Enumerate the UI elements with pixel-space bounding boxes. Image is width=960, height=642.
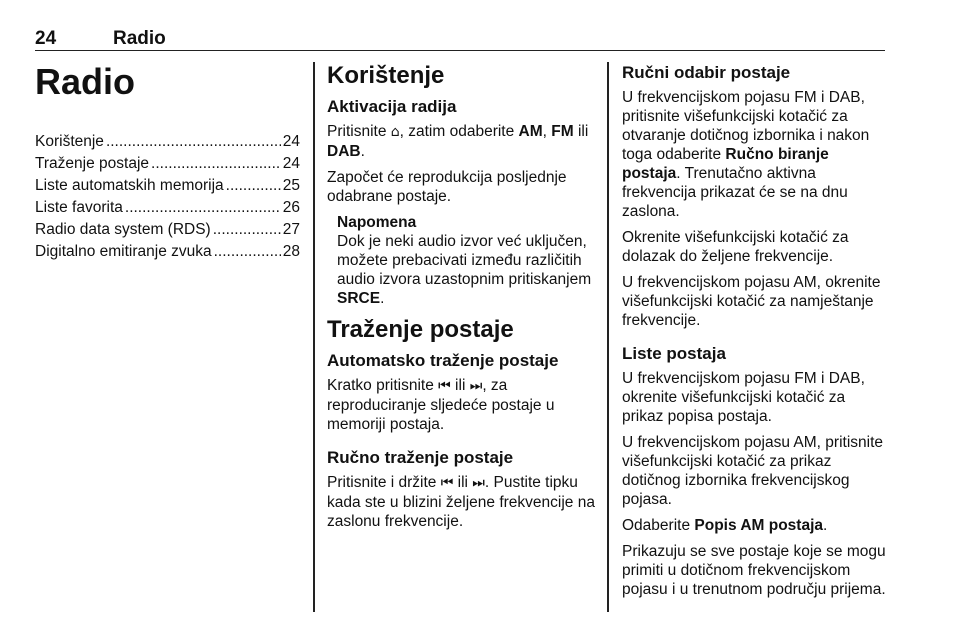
toc-entry[interactable]: [35, 198, 300, 217]
previous-track-icon: ⏮: [438, 378, 451, 394]
toc-entry-label: Korištenje: [35, 133, 104, 150]
section-heading: Traženje postaje: [327, 316, 514, 343]
toc-entry-page: 24: [282, 133, 300, 150]
subsection-heading: Automatsko traženje postaje: [327, 351, 559, 370]
subsection-heading: Ručni odabir postaje: [622, 63, 791, 82]
next-track-icon: ⏭: [472, 475, 485, 491]
toc-leader-dots: [213, 220, 281, 239]
paragraph: Okrenite višefunkcijski kotačić za dolazak do željene frekvencije.: [622, 229, 849, 265]
note-box: [337, 213, 595, 308]
toc-entry-page: 24: [282, 155, 300, 172]
toc-entry-label: Radio data system (RDS): [35, 221, 211, 238]
toc-leader-dots: [106, 132, 281, 151]
paragraph: Odaberite Popis AM postaja.: [622, 517, 828, 534]
paragraph: Pritisnite i držite ⏮ ili ⏭. Pustite tipku kada ste u blizini željene frekvencije na zaslonu frekvencije.: [327, 474, 595, 530]
home-icon: ⌂: [390, 124, 400, 140]
paragraph: U frekvencijskom pojasu FM i DAB, okrenite višefunkcijski kotačić za prikaz popisa postaja.: [622, 370, 865, 425]
paragraph: Prikazuju se sve postaje koje se mogu primiti u dotičnom frekvencijskom pojasu i u trenutnom području prijema.: [622, 543, 886, 598]
subsection-heading: Liste postaja: [622, 344, 726, 363]
column-toc: [35, 62, 300, 264]
toc-entry-label: Traženje postaje: [35, 155, 150, 172]
toc-entry-page: 28: [282, 243, 300, 260]
column-divider: [313, 62, 315, 612]
toc-entry[interactable]: [35, 220, 300, 239]
toc-entry-label: Digitalno emitiranje zvuka: [35, 243, 212, 260]
section-heading: Korištenje: [327, 62, 445, 89]
toc-entry[interactable]: [35, 154, 300, 173]
column-divider: [607, 62, 609, 612]
paragraph: Započet će reprodukcija posljednje odabrane postaje.: [327, 169, 567, 205]
paragraph: U frekvencijskom pojasu AM, pritisnite višefunkcijski kotačić za prikaz dotičnog izbornika frekvencijskog pojasa.: [622, 434, 884, 508]
table-of-contents: [35, 132, 300, 261]
toc-entry-page: 25: [282, 177, 300, 194]
previous-track-icon: ⏮: [440, 475, 454, 491]
paragraph: Kratko pritisnite ⏮ ili ⏭, za reproduciranje sljedeće postaje u memoriji postaja.: [327, 377, 555, 433]
paragraph: U frekvencijskom pojasu FM i DAB, pritisnite višefunkcijski kotačić za otvaranje dotičnog izbornika i nakon toga odaberite Ručno biranje postaja. Trenutačno aktivna frekvencija prikazat će se na dnu zaslona.: [622, 89, 870, 220]
next-track-icon: ⏭: [469, 378, 483, 394]
page-number: 24: [35, 28, 57, 49]
toc-entry-page: 27: [282, 221, 300, 238]
toc-entry-page: 26: [282, 199, 300, 216]
toc-entry[interactable]: [35, 132, 300, 151]
page-header: [35, 28, 885, 51]
toc-leader-dots: [125, 198, 281, 217]
toc-leader-dots: [214, 242, 281, 261]
toc-entry-label: Liste favorita: [35, 199, 123, 216]
note-title: Napomena: [337, 214, 417, 231]
note-text: Dok je neki audio izvor već uključen, možete prebacivati između različitih audio izvora uzastopnim pritiskanjem SRCE.: [337, 233, 592, 307]
paragraph: U frekvencijskom pojasu AM, okrenite višefunkcijski kotačić za namještanje frekvencije.: [622, 274, 881, 329]
paragraph: Pritisnite ⌂, zatim odaberite AM, FM ili DAB.: [327, 123, 589, 160]
subsection-heading: Ručno traženje postaje: [327, 448, 514, 467]
toc-leader-dots: [226, 176, 281, 195]
toc-leader-dots: [151, 154, 281, 173]
chapter-title: Radio: [35, 61, 136, 102]
toc-entry[interactable]: [35, 242, 300, 261]
column-rucni-odabir: [622, 62, 890, 606]
subsection-heading: Aktivacija radija: [327, 97, 457, 116]
toc-entry[interactable]: [35, 176, 300, 195]
toc-entry-label: Liste automatskih memorija: [35, 177, 224, 194]
column-koristenje: [327, 62, 595, 538]
running-header-title: Radio: [113, 28, 166, 49]
